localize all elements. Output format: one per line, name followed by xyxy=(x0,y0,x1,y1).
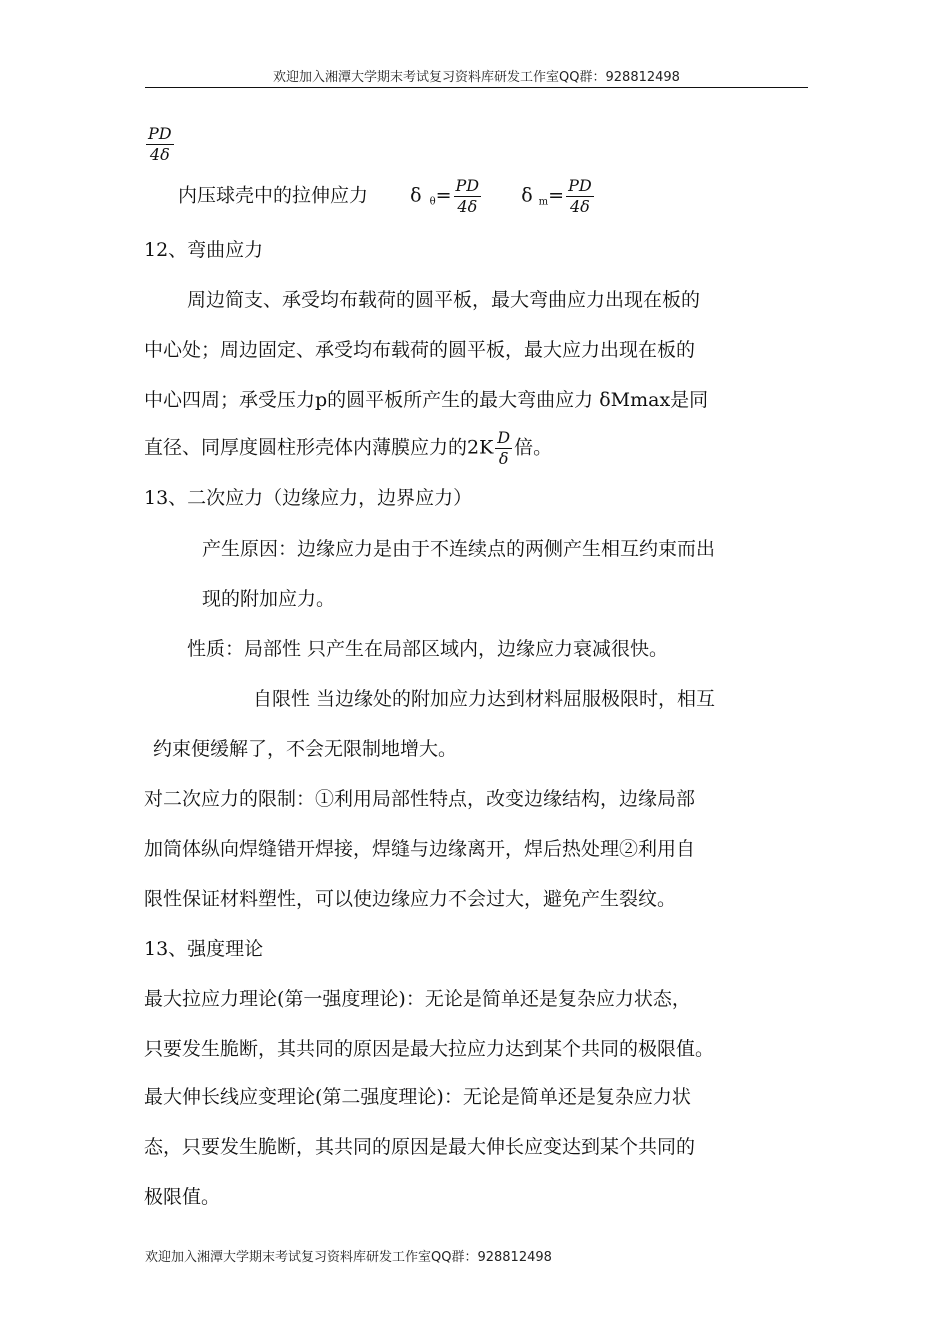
paragraph-line: 中心四周；承受压力p的圆平板所产生的最大弯曲应力 δMmax是同 xyxy=(144,389,709,411)
sigma-theta-symbol: δ xyxy=(410,184,422,207)
paragraph-line-with-fraction xyxy=(144,430,552,467)
page-header: 欢迎加入湘潭大学期末考试复习资料库研发工作室QQ群：928812498 xyxy=(273,70,680,85)
sigma-theta-subscript: θ xyxy=(429,196,436,208)
fraction-numerator: PD xyxy=(568,176,592,195)
fraction-sigma-m xyxy=(566,178,594,215)
fraction-denominator: 4δ xyxy=(149,145,170,164)
fraction-sigma-theta xyxy=(454,178,482,215)
paragraph-line: 态，只要发生脆断，其共同的原因是最大伸长应变达到某个共同的 xyxy=(144,1136,696,1158)
paragraph-line: 性质：局部性 只产生在局部区域内，边缘应力衰减很快。 xyxy=(187,638,669,660)
paragraph-line: 最大伸长线应变理论(第二强度理论)：无论是简单还是复杂应力状 xyxy=(144,1086,691,1108)
paragraph-line: 加筒体纵向焊缝错开焊接，焊缝与边缘离开，焊后热处理②利用自 xyxy=(144,838,696,860)
sphere-label: 内压球壳中的拉伸应力 xyxy=(178,184,369,207)
fraction-denominator: δ xyxy=(498,449,509,468)
paragraph-line: 限性保证材料塑性，可以使边缘应力不会过大，避免产生裂纹。 xyxy=(144,888,677,910)
fraction-pd-4delta xyxy=(146,126,174,163)
fraction-numerator: PD xyxy=(455,176,480,195)
line-text: 直径、同厚度圆柱形壳体内薄膜应力的2K xyxy=(144,436,494,459)
page-footer: 欢迎加入湘潭大学期末考试复习资料库研发工作室QQ群：928812498 xyxy=(145,1250,552,1265)
fraction-d-delta xyxy=(495,430,512,467)
paragraph-line: 最大拉应力理论(第一强度理论)：无论是简单还是复杂应力状态， xyxy=(144,988,691,1010)
fraction-denominator: 4δ xyxy=(457,197,478,216)
sphere-stress-line xyxy=(178,178,596,215)
paragraph-line: 只要发生脆断，其共同的原因是最大拉应力达到某个共同的极限值。 xyxy=(144,1038,715,1060)
header-rule xyxy=(145,87,808,88)
section-13b-heading: 13、强度理论 xyxy=(144,938,264,960)
fraction-numerator: D xyxy=(497,428,511,447)
equals-sign-2: = xyxy=(548,184,565,207)
paragraph-line: 周边简支、承受均布载荷的圆平板，最大弯曲应力出现在板的 xyxy=(187,289,701,311)
paragraph-line: 极限值。 xyxy=(144,1186,221,1208)
sigma-m-symbol: δ xyxy=(521,184,533,207)
section-12-heading: 12、弯曲应力 xyxy=(144,239,264,261)
formula-top xyxy=(144,126,176,163)
paragraph-line: 自限性 当边缘处的附加应力达到材料屈服极限时，相互 xyxy=(253,688,716,710)
paragraph-line: 中心处；周边固定、承受均布载荷的圆平板，最大应力出现在板的 xyxy=(144,339,696,361)
section-13-heading: 13、二次应力（边缘应力，边界应力） xyxy=(144,487,473,509)
equals-sign-1: = xyxy=(435,184,452,207)
fraction-numerator: PD xyxy=(148,124,172,143)
line-text: 倍。 xyxy=(514,436,553,459)
paragraph-line: 对二次应力的限制：①利用局部性特点，改变边缘结构，边缘局部 xyxy=(144,788,696,810)
paragraph-line: 产生原因：边缘应力是由于不连续点的两侧产生相互约束而出 xyxy=(202,538,716,560)
paragraph-line: 现的附加应力。 xyxy=(202,588,336,610)
sigma-m-subscript: m xyxy=(538,196,549,208)
paragraph-line: 约束便缓解了，不会无限制地增大。 xyxy=(153,738,458,760)
fraction-denominator: 4δ xyxy=(569,197,590,216)
